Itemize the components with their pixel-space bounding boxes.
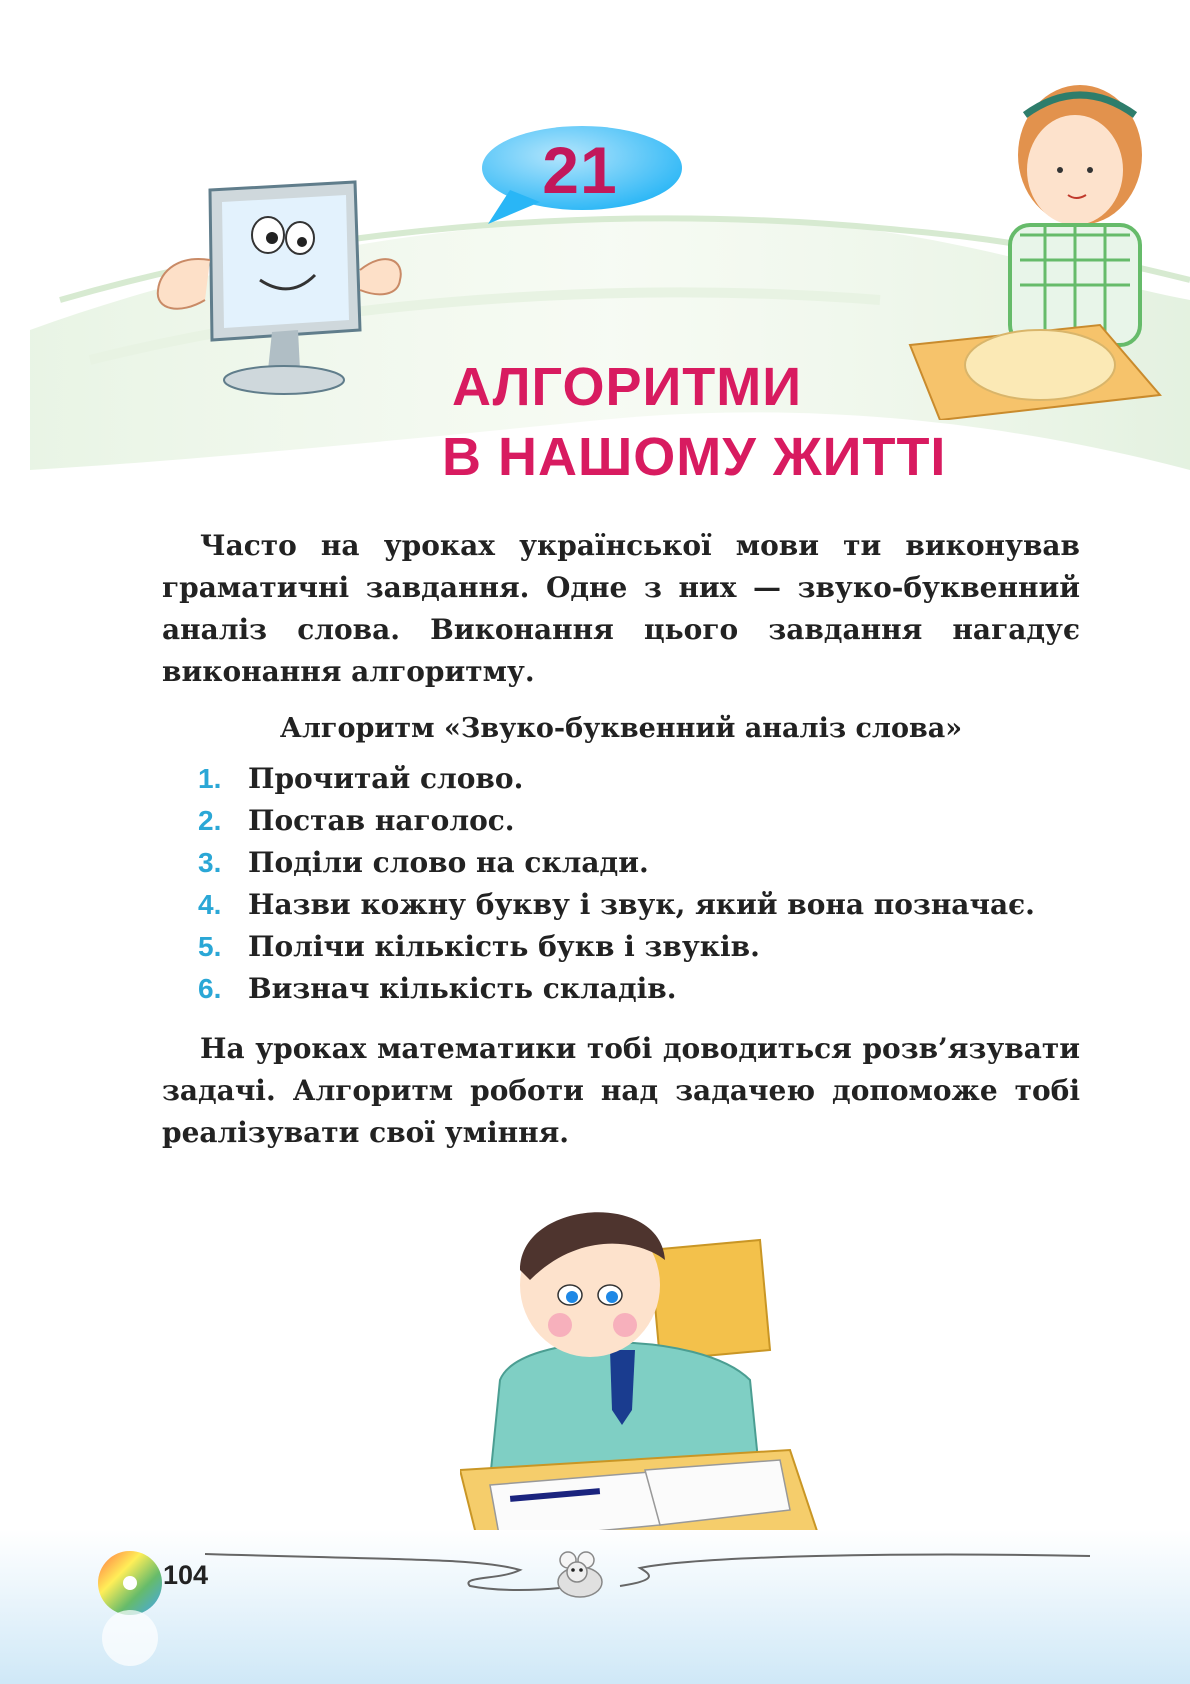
chapter-title-line1: АЛГОРИТМИ <box>452 357 803 417</box>
algorithm-step <box>198 800 1080 842</box>
algorithm-step <box>198 758 1080 800</box>
main-content <box>162 525 1080 1154</box>
disc-icon <box>95 1548 165 1668</box>
mouse-illustration <box>540 1548 620 1600</box>
step-number: 2. <box>198 805 222 836</box>
algorithm-step <box>198 842 1080 884</box>
step-number: 6. <box>198 973 222 1004</box>
math-paragraph-text: На уроках математики тобі доводиться розв’язувати задачі. Алгоритм роботи над задачею допоможе тобі реалізувати свої уміння. <box>162 1032 1080 1149</box>
step-text: Визнач кількість складів. <box>248 972 677 1005</box>
chapter-title-line2: В НАШОМУ ЖИТТІ <box>442 427 947 487</box>
step-number: 3. <box>198 847 222 878</box>
algorithm-step <box>198 884 1080 926</box>
monitor-character-illustration <box>150 180 450 420</box>
step-text: Назви кожну букву і звук, який вона позначає. <box>248 888 1035 921</box>
step-text: Постав наголос. <box>248 804 515 837</box>
step-text: Прочитай слово. <box>248 762 524 795</box>
math-paragraph <box>162 1028 1080 1154</box>
page-number: 104 <box>163 1560 209 1590</box>
intro-paragraph <box>162 525 1080 693</box>
step-number: 1. <box>198 763 222 794</box>
intro-paragraph-text: Часто на уроках української мови ти виконував граматичні завдання. Одне з них — звуко-буквенний аналіз слова. Виконання цього завдання нагадує виконання алгоритму. <box>162 529 1080 688</box>
step-number: 4. <box>198 889 222 920</box>
algorithm-step <box>198 926 1080 968</box>
algorithm-step <box>198 968 1080 1010</box>
step-text: Поділи слово на склади. <box>248 846 649 879</box>
chapter-title <box>430 352 990 492</box>
algorithm-title: Алгоритм «Звуко-буквенний аналіз слова» <box>279 713 963 744</box>
algorithm-steps <box>162 758 1080 1010</box>
boy-at-desk-illustration <box>460 1180 820 1550</box>
step-number: 5. <box>198 931 222 962</box>
step-text: Полічи кількість букв і звуків. <box>248 930 760 963</box>
chapter-number: 21 <box>542 133 618 207</box>
